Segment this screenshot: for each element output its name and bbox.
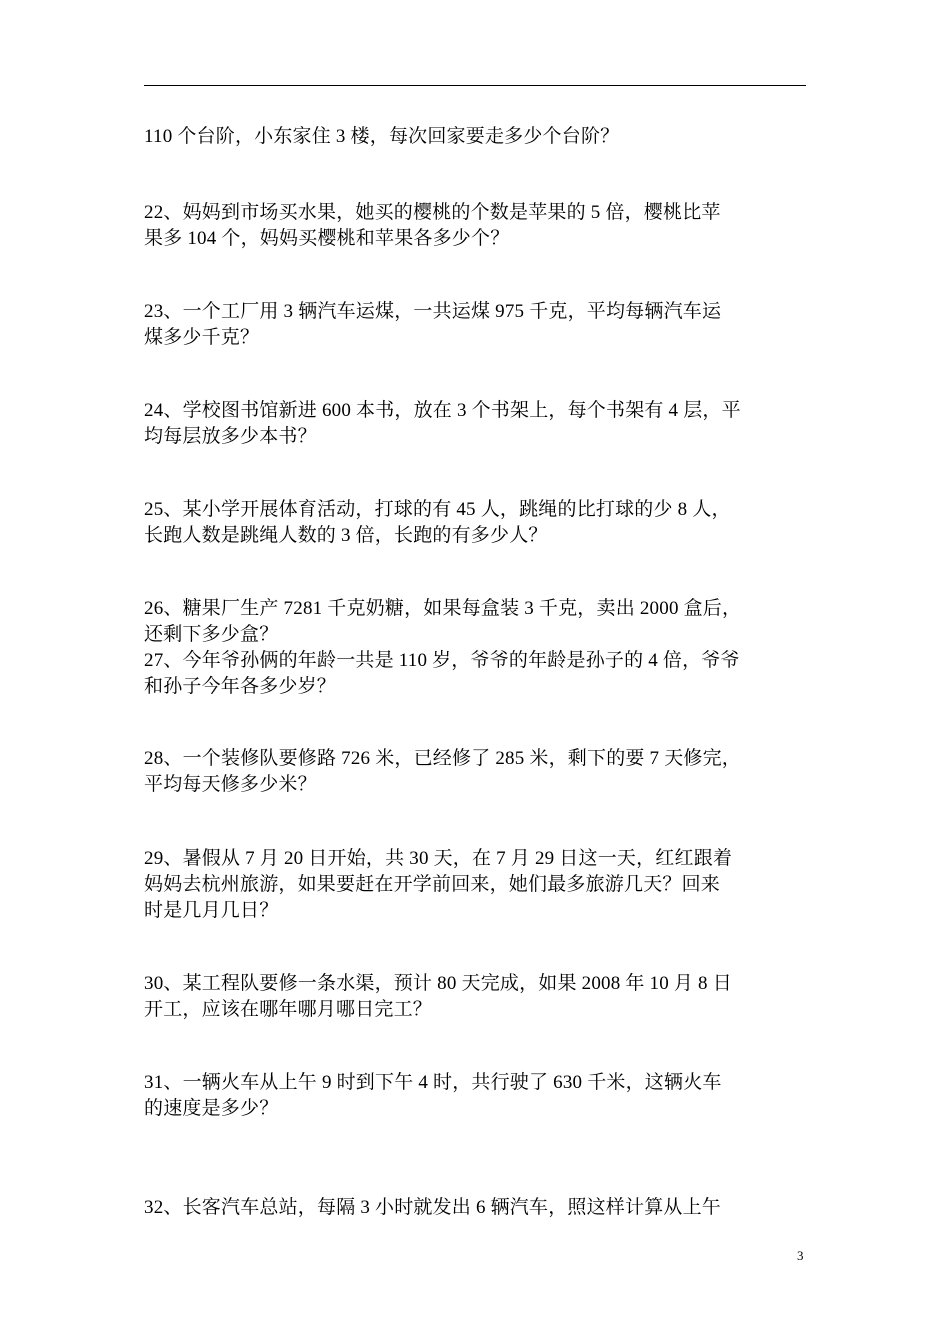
problem-28-line-1: 28、一个装修队要修路 726 米，已经修了 285 米，剩下的要 7 天修完，	[144, 748, 742, 769]
problem-32-line-1: 32、长客汽车总站，每隔 3 小时就发出 6 辆汽车，照这样计算从上午	[144, 1197, 722, 1218]
problem-22-line-1: 22、妈妈到市场买水果，她买的樱桃的个数是苹果的 5 倍，樱桃比苹	[144, 202, 721, 223]
problem-23-line-2: 煤多少千克？	[144, 327, 260, 348]
problem-25-line-1: 25、某小学开展体育活动，打球的有 45 人，跳绳的比打球的少 8 人，	[144, 499, 731, 520]
problem-21-line-2: 110 个台阶，小东家住 3 楼，每次回家要走多少个台阶？	[144, 126, 620, 147]
problem-30-line-1: 30、某工程队要修一条水渠，预计 80 天完成，如果 2008 年 10 月 8 日	[144, 973, 732, 994]
problem-24-line-2: 均每层放多少本书？	[144, 426, 317, 447]
problem-29-line-3: 时是几月几日？	[144, 900, 279, 921]
problem-23-line-1: 23、一个工厂用 3 辆汽车运煤，一共运煤 975 千克，平均每辆汽车运	[144, 301, 722, 322]
problem-22-line-2: 果多 104 个，妈妈买樱桃和苹果各多少个？	[144, 228, 510, 249]
problem-24-line-1: 24、学校图书馆新进 600 本书，放在 3 个书架上，每个书架有 4 层，平	[144, 400, 741, 421]
problem-27-line-2: 和孙子今年各多少岁？	[144, 676, 337, 697]
header-rule	[144, 85, 806, 86]
problem-27-line-1: 27、今年爷孙俩的年龄一共是 110 岁，爷爷的年龄是孙子的 4 倍，爷爷	[144, 650, 740, 671]
page-number: 3	[797, 1248, 804, 1263]
problem-29-line-1: 29、暑假从 7 月 20 日开始，共 30 天，在 7 月 29 日这一天，红红跟着	[144, 848, 733, 869]
problem-31-line-2: 的速度是多少？	[144, 1098, 279, 1119]
problem-25-line-2: 长跑人数是跳绳人数的 3 倍，长跑的有多少人？	[144, 525, 548, 546]
problem-26-line-2: 还剩下多少盒？	[144, 624, 279, 645]
problem-28-line-2: 平均每天修多少米？	[144, 774, 317, 795]
problem-26-line-1: 26、糖果厂生产 7281 千克奶糖，如果每盒装 3 千克，卖出 2000 盒后，	[144, 598, 742, 619]
problem-29-line-2: 妈妈去杭州旅游，如果要赶在开学前回来，她们最多旅游几天？回来	[144, 874, 721, 895]
problem-31-line-1: 31、一辆火车从上午 9 时到下午 4 时，共行驶了 630 千米，这辆火车	[144, 1072, 722, 1093]
problem-30-line-2: 开工，应该在哪年哪月哪日完工？	[144, 999, 433, 1020]
